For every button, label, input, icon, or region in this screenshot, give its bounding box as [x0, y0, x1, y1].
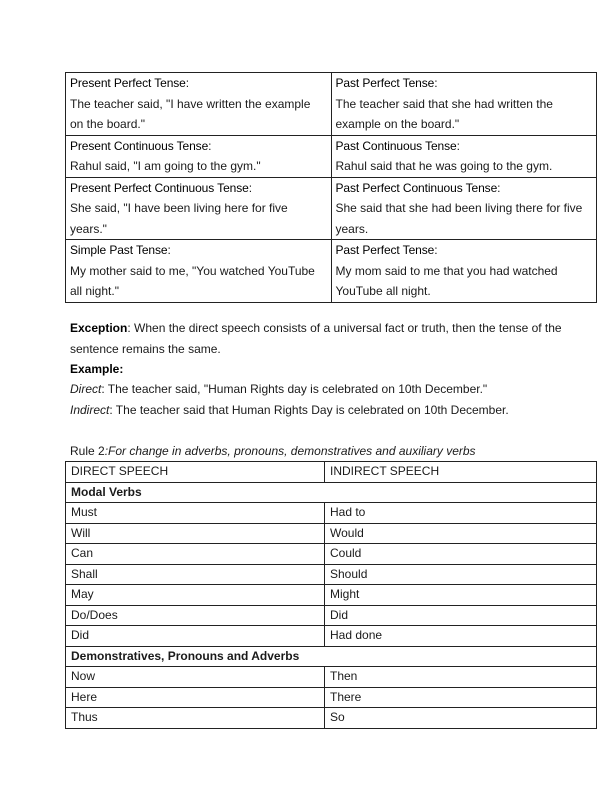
table-cell: Past Perfect Continuous Tense: She said that she had been living there for five years.	[331, 177, 597, 240]
tense-example: The teacher said that she had written the example on the board."	[335, 96, 553, 131]
speech-change-table	[65, 461, 597, 729]
section-label: Demonstratives, Pronouns and Adverbs	[66, 646, 597, 667]
tense-change-table	[65, 72, 597, 303]
tense-name: Past Perfect Tense	[335, 243, 435, 257]
direct-cell: May	[66, 585, 325, 606]
indirect-cell: Would	[325, 523, 597, 544]
column-header: DIRECT SPEECH	[66, 462, 325, 483]
tense-name: Simple Past Tense	[70, 243, 168, 257]
tense-example: My mom said to me that you had watched YouTube all night.	[335, 263, 558, 298]
table-cell: Present Continuous Tense: Rahul said, "I am going to the gym."	[66, 135, 332, 177]
tense-example: The teacher said, "I have written the example on the board."	[70, 96, 311, 131]
exception-label: Exception	[70, 321, 128, 335]
rule-2-heading	[70, 441, 476, 461]
tense-name: Present Perfect Tense	[70, 76, 186, 90]
tense-name: Present Perfect Continuous Tense	[70, 180, 249, 195]
indirect-example-text: : The teacher said that Human Rights Day is celebrated on 10th December.	[109, 403, 509, 417]
table-row	[66, 564, 597, 585]
direct-cell: Can	[66, 544, 325, 565]
table-cell: Simple Past Tense: My mother said to me, "You watched YouTube all night."	[66, 240, 332, 303]
table-row	[66, 177, 597, 240]
table-row	[66, 687, 597, 708]
table-header-row	[66, 462, 597, 483]
table-cell: Past Perfect Tense: My mom said to me that you had watched YouTube all night.	[331, 240, 597, 303]
direct-cell: Do/Does	[66, 605, 325, 626]
tense-example: Rahul said, "I am going to the gym."	[70, 159, 261, 173]
table-row	[66, 503, 597, 524]
table-cell: Present Perfect Tense: The teacher said, "I have written the example on the board."	[66, 73, 332, 136]
direct-label: Direct	[70, 382, 102, 396]
section-row	[66, 482, 597, 503]
indirect-cell: Had to	[325, 503, 597, 524]
table-row	[66, 708, 597, 729]
indirect-cell: So	[325, 708, 597, 729]
example-heading-text: Example:	[70, 362, 124, 376]
table-row	[66, 135, 597, 177]
tense-example: She said that she had been living there for five years.	[335, 201, 583, 236]
tense-name: Present Continuous Tense	[70, 138, 209, 153]
exception-text: : When the direct speech consists of a universal fact or truth, then the tense of the sentence remains the same.	[70, 321, 562, 356]
column-header: INDIRECT SPEECH	[325, 462, 597, 483]
table-row	[66, 544, 597, 565]
indirect-cell: Had done	[325, 626, 597, 647]
tense-example: My mother said to me, "You watched YouTube all night."	[70, 263, 315, 298]
tense-name: Past Perfect Tense	[335, 76, 435, 90]
table-row	[66, 73, 597, 136]
table-row	[66, 585, 597, 606]
direct-cell: Thus	[66, 708, 325, 729]
direct-example-line	[70, 379, 590, 400]
table-row	[66, 523, 597, 544]
example-heading	[70, 359, 590, 380]
direct-cell: Will	[66, 523, 325, 544]
table-row	[66, 240, 597, 303]
direct-cell: Did	[66, 626, 325, 647]
tense-example: Rahul said that he was going to the gym.	[335, 159, 553, 173]
table-cell: Past Continuous Tense: Rahul said that he was going to the gym.	[331, 135, 597, 177]
direct-cell: Must	[66, 503, 325, 524]
table-row	[66, 605, 597, 626]
tense-name: Past Continuous Tense	[335, 138, 457, 153]
indirect-label: Indirect	[70, 403, 110, 417]
indirect-cell: Might	[325, 585, 597, 606]
direct-cell: Here	[66, 687, 325, 708]
table-cell: Present Perfect Continuous Tense: She said, "I have been living here for five years."	[66, 177, 332, 240]
direct-cell: Now	[66, 667, 325, 688]
direct-cell: Shall	[66, 564, 325, 585]
tense-example: She said, "I have been living here for five years."	[70, 201, 288, 236]
indirect-cell: Did	[325, 605, 597, 626]
indirect-example-line	[70, 400, 590, 421]
indirect-cell: Could	[325, 544, 597, 565]
tense-name: Past Perfect Continuous Tense	[335, 180, 498, 195]
table-row	[66, 626, 597, 647]
table-row	[66, 667, 597, 688]
exception-paragraph	[70, 318, 590, 359]
direct-example-text: : The teacher said, "Human Rights day is celebrated on 10th December."	[101, 382, 488, 396]
table-cell: Past Perfect Tense: The teacher said that she had written the example on the board."	[331, 73, 597, 136]
rule-label: Rule 2	[70, 444, 105, 458]
indirect-cell: There	[325, 687, 597, 708]
section-label: Modal Verbs	[66, 482, 597, 503]
rule-description: :For change in adverbs, pronouns, demonstratives and auxiliary verbs	[104, 444, 476, 458]
indirect-cell: Then	[325, 667, 597, 688]
section-row	[66, 646, 597, 667]
indirect-cell: Should	[325, 564, 597, 585]
